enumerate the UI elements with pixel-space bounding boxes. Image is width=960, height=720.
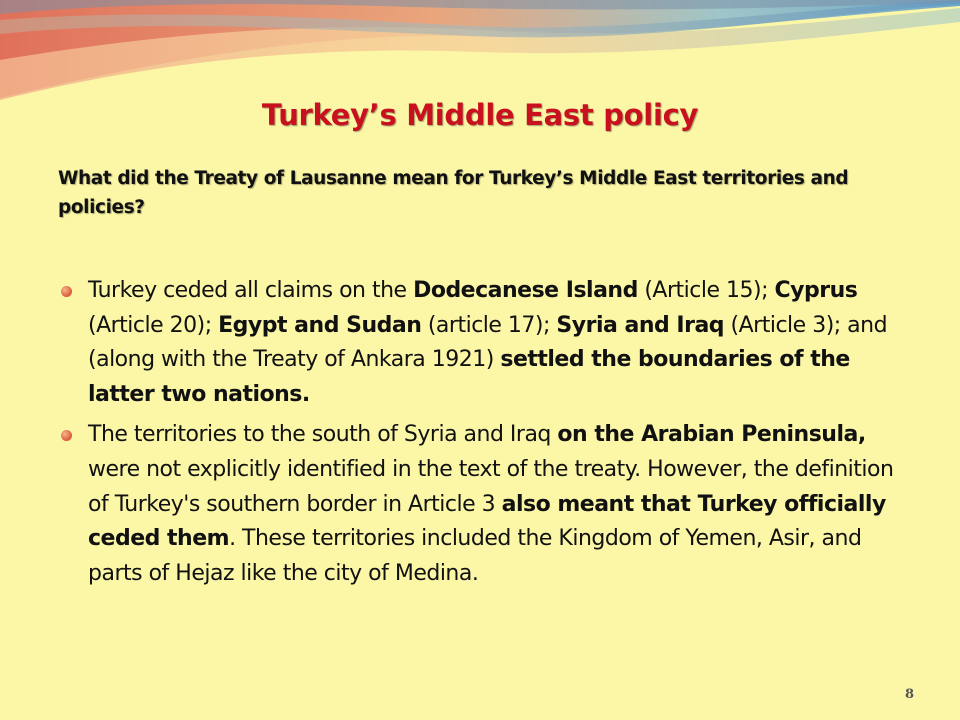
slide-title: Turkey’s Middle East policy	[261, 98, 699, 132]
page-number: 8	[904, 687, 914, 702]
bullet-bold-segment: Syria and Iraq	[556, 312, 725, 338]
slide-subtitle: What did the Treaty of Lausanne mean for Turkey’s Middle East territories and policies?	[58, 168, 849, 218]
bullet-bold-segment: also meant that Turkey officially ceded them	[88, 491, 886, 552]
bullet-dot-icon	[61, 430, 72, 441]
bullet-text	[88, 278, 887, 407]
bullet-segment: (Article 20);	[88, 312, 219, 338]
bullet-segment: (article 17);	[421, 312, 557, 338]
bullet-item	[58, 274, 898, 412]
bullet-text	[88, 422, 893, 585]
bullet-segment: were not explicitly identified in the text of the treaty. However, the definition of Turkey's southern border in Article 3	[88, 456, 894, 517]
bullet-bold-segment: settled the boundaries of the latter two nations.	[88, 347, 850, 407]
bullet-segment: The territories to the south of Syria and Iraq	[88, 422, 558, 448]
bullet-segment: (Article 15);	[637, 278, 775, 303]
bullet-list	[58, 274, 898, 597]
decorative-wave-banner	[0, 0, 960, 110]
bullet-bold-segment: Cyprus	[774, 278, 858, 303]
bullet-dot-icon	[61, 286, 72, 297]
bullet-bold-segment: Egypt and Sudan	[218, 312, 422, 338]
bullet-bold-segment: Dodecanese Island	[413, 278, 638, 303]
bullet-segment: Turkey ceded all claims on the	[88, 278, 414, 303]
bullet-item	[58, 418, 898, 591]
bullet-segment: . These territories included the Kingdom of Yemen, Asir, and parts of Hejaz like the city of Medina.	[88, 526, 862, 586]
bullet-bold-segment: on the Arabian Peninsula,	[557, 422, 866, 448]
bullet-segment: (Article 3); and (along with the Treaty of Ankara 1921)	[88, 312, 888, 373]
